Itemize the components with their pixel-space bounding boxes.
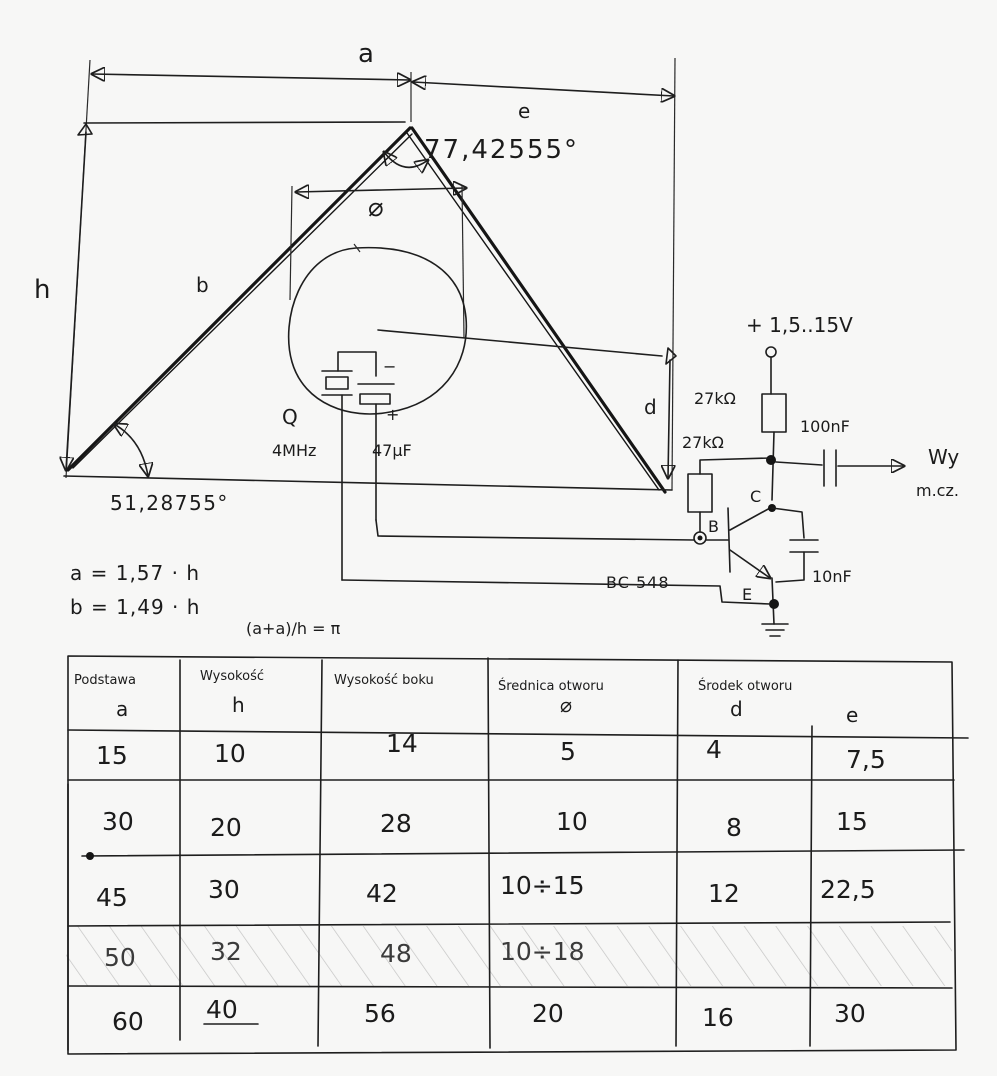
base-angle-arc <box>114 424 148 476</box>
hole-circle <box>289 248 467 414</box>
collector-node <box>766 455 776 465</box>
table-cell: 30 <box>102 807 134 836</box>
triangle-right-side <box>412 128 665 492</box>
triangle-base <box>64 476 672 490</box>
table-cell: 30 <box>208 875 240 904</box>
cap-plus-label: + <box>386 405 400 424</box>
header-title-hole-diameter: Średnica otworu <box>498 679 604 694</box>
table-cell: 15 <box>96 741 128 770</box>
output-label-line1: Wy <box>928 445 960 469</box>
crystal-label: Q <box>282 405 298 429</box>
header-sym-diameter: ⌀ <box>560 693 573 717</box>
supply-terminal-icon <box>766 347 776 357</box>
transistor-label: BC 548 <box>606 573 670 592</box>
table-header <box>74 669 858 727</box>
pin-b-label: B <box>708 517 719 536</box>
table-cell: 28 <box>380 809 412 838</box>
header-title-height: Wysokość <box>200 669 264 684</box>
formula-pi: (a+a)/h = π <box>246 619 341 638</box>
table-cell: 10÷18 <box>500 937 585 966</box>
table-cell: 42 <box>366 879 398 908</box>
table-cell: 56 <box>364 999 396 1028</box>
capacitor-to-base-wire <box>376 520 694 540</box>
emitter-capacitor-label: 10nF <box>812 567 852 586</box>
table-cell: 5 <box>560 737 576 766</box>
header-title-hole-center: Środek otworu <box>698 679 793 694</box>
table-cell: 10 <box>556 807 588 836</box>
right-extension-line <box>672 58 675 490</box>
table-cell: 40 <box>206 995 238 1024</box>
header-sym-a: a <box>116 697 129 721</box>
capacitor-value: 47µF <box>372 441 412 460</box>
diameter-label: ⌀ <box>368 193 384 223</box>
resistor-r2 <box>688 474 712 512</box>
cap-minus-label: − <box>383 357 397 376</box>
header-title-side-height: Wysokość boku <box>334 673 434 688</box>
dimension-a-label: a <box>358 39 374 69</box>
supply-voltage-label: + 1,5..15V <box>746 313 853 337</box>
row-separator <box>68 730 968 738</box>
table-row <box>96 871 876 912</box>
apex-angle-label: 77,42555° <box>424 135 580 165</box>
resistor-r1-label: 27kΩ <box>694 389 736 408</box>
transistor-emitter-lead <box>730 550 770 578</box>
header-sym-d: d <box>730 697 743 721</box>
dimension-h-label: h <box>34 275 51 305</box>
pin-e-label: E <box>742 585 753 604</box>
table-cell: 20 <box>532 999 564 1028</box>
dimension-h-line <box>66 132 86 470</box>
side-b-label: b <box>196 273 209 297</box>
table-cell: 22,5 <box>820 875 876 904</box>
crystal-frequency: 4MHz <box>272 441 317 460</box>
table-cell: 4 <box>706 735 722 764</box>
table-cell: 20 <box>210 813 242 842</box>
header-sym-h: h <box>232 693 245 717</box>
dimension-table <box>66 656 968 1054</box>
header-sym-e: e <box>846 703 859 727</box>
dimension-e-line <box>413 82 674 96</box>
top-ref-arrow-icon <box>78 124 92 135</box>
table-cell: 10÷15 <box>500 871 585 900</box>
resistor-r1 <box>762 394 786 432</box>
diameter-left-ext <box>290 186 292 300</box>
table-cell: 8 <box>726 813 742 842</box>
crystal-symbol <box>322 352 376 580</box>
resistor-r2-label: 27kΩ <box>682 433 724 452</box>
diameter-right-ext <box>462 186 464 338</box>
pin-c-label: C <box>750 487 762 506</box>
table-row <box>112 995 866 1036</box>
triangle-sketch <box>34 39 676 580</box>
output-label-line2: m.cz. <box>916 481 959 500</box>
dimension-e-label: e <box>518 99 531 123</box>
header-title-base: Podstawa <box>74 673 137 688</box>
table-cell: 16 <box>702 1003 734 1032</box>
table-cell: 50 <box>104 943 136 972</box>
table-row <box>102 807 868 842</box>
table-cell: 30 <box>834 999 866 1028</box>
output-capacitor-label: 100nF <box>800 417 850 436</box>
table-cell: 10 <box>214 739 246 768</box>
crystal-to-emitter-wire <box>342 580 770 604</box>
table-cell: 7,5 <box>846 745 886 774</box>
table-cell: 32 <box>210 937 242 966</box>
dimension-a-line <box>92 74 410 80</box>
table-cell: 15 <box>836 807 868 836</box>
hole-center-line <box>378 330 662 356</box>
diameter-dimension-line <box>296 188 466 192</box>
formula-b: b = 1,49 · h <box>70 595 201 619</box>
transistor-collector-lead <box>730 508 770 530</box>
base-angle-label: 51,28755° <box>110 491 229 515</box>
dimension-d-label: d <box>644 395 657 419</box>
table-cell: 48 <box>380 939 412 968</box>
dimension-d-line <box>668 360 670 478</box>
formulas <box>70 561 341 638</box>
formula-a: a = 1,57 · h <box>70 561 201 585</box>
transistor-base-bar <box>728 508 730 572</box>
table-cell: 45 <box>96 883 128 912</box>
triangle-left-side <box>68 128 410 470</box>
table-cell: 12 <box>708 879 740 908</box>
table-cell: 60 <box>112 1007 144 1036</box>
center-ref-arrow-icon <box>666 348 676 364</box>
table-cell: 14 <box>386 729 418 758</box>
top-reference-line <box>84 122 405 123</box>
oscillator-circuit <box>342 313 959 636</box>
